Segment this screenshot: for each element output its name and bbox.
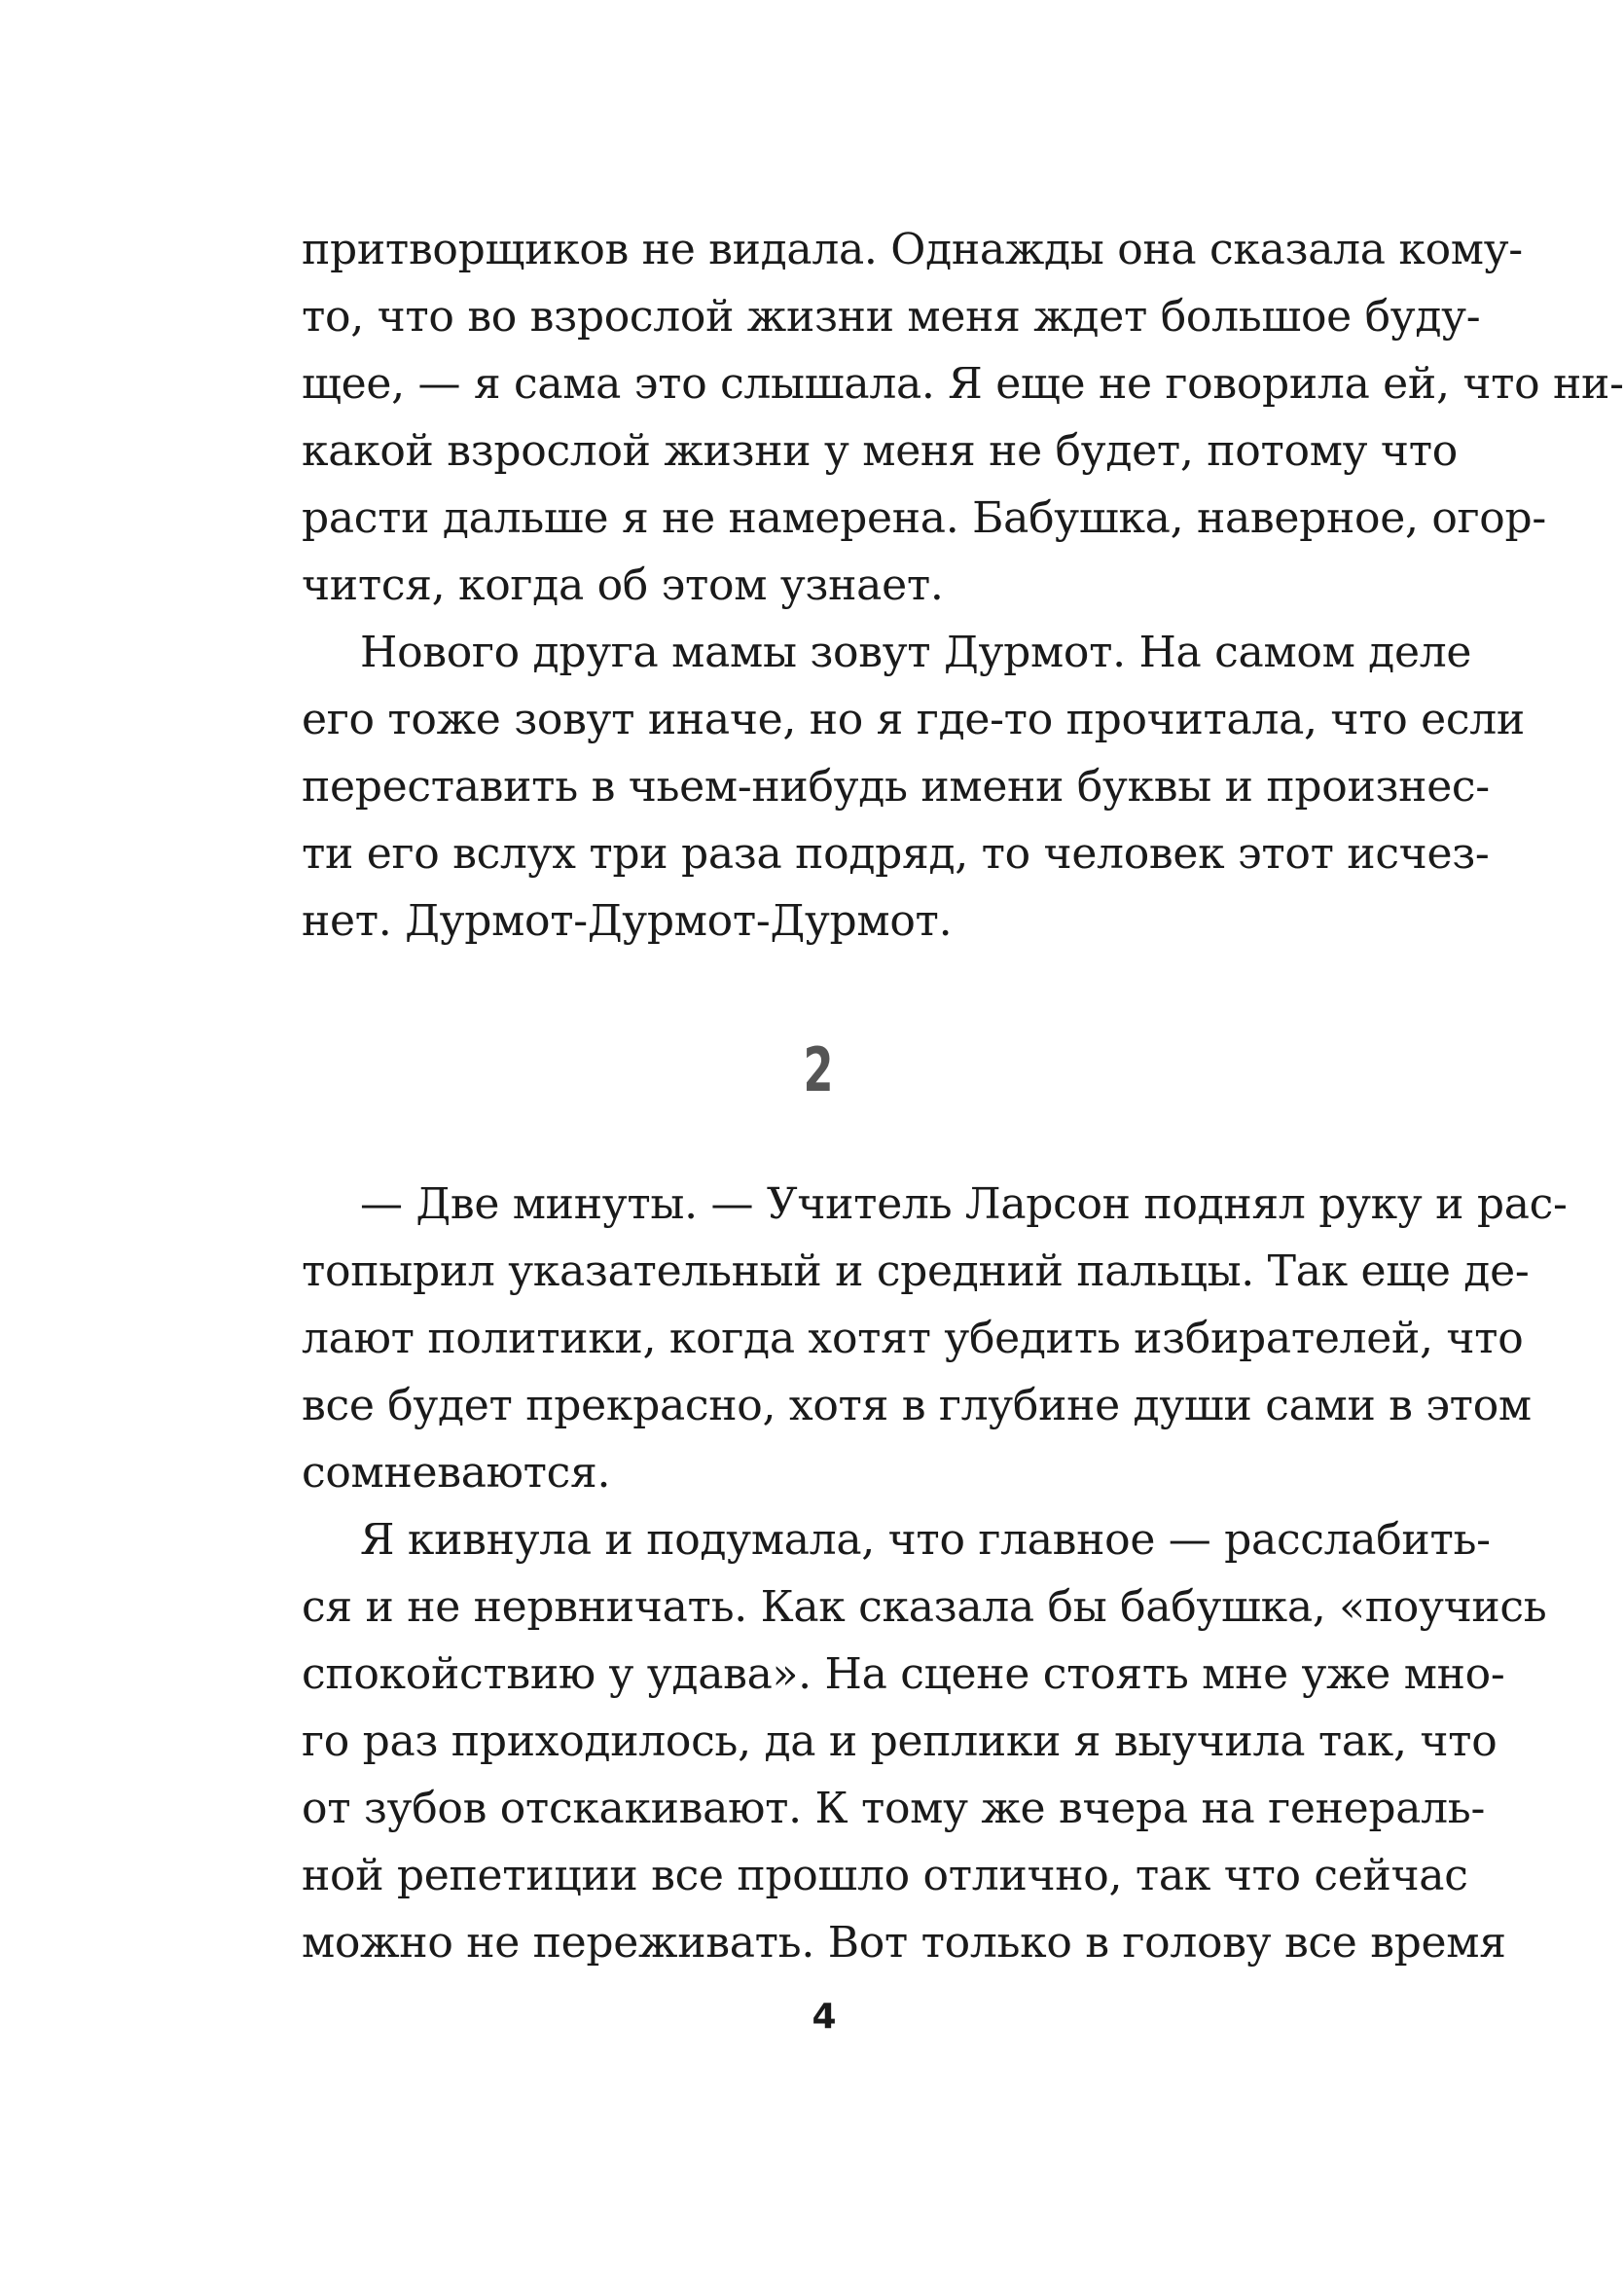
text-line: притворщиков не видала. Однажды она сказала кому-	[302, 225, 1523, 274]
paragraph-block-top	[302, 216, 1624, 955]
text-line: топырил указательный и средний пальцы. Так еще де-	[302, 1246, 1530, 1296]
text-line: какой взрослой жизни у меня не будет, потому что	[302, 426, 1458, 476]
text-line: от зубов отскакивают. К тому же вчера на генераль-	[302, 1784, 1486, 1833]
text-line: — Две минуты. — Учитель Ларсон поднял руку и рас-	[360, 1179, 1568, 1229]
text-line: спокойствию у удава». На сцене стоять мне уже мно-	[302, 1649, 1505, 1699]
text-line: сомневаются.	[302, 1448, 611, 1498]
text-line: го раз приходилось, да и реплики я выучила так, что	[302, 1716, 1498, 1766]
text-line: лают политики, когда хотят убедить избирателей, что	[302, 1314, 1524, 1363]
text-line: все будет прекрасно, хотя в глубине души сами в этом	[302, 1381, 1532, 1430]
text-line: его тоже зовут иначе, но я где-то прочитала, что если	[302, 695, 1525, 744]
text-line: ти его вслух три раза подряд, то человек этот исчез-	[302, 829, 1490, 879]
text-line: ной репетиции все прошло отлично, так что сейчас	[302, 1851, 1468, 1900]
text-line: щее, — я сама это слышала. Я еще не говорила ей, что ни-	[302, 359, 1624, 409]
text-line: можно не переживать. Вот только в голову все время	[302, 1918, 1506, 1968]
page-number: 4	[812, 1997, 837, 2037]
text-line: чится, когда об этом узнает.	[302, 560, 944, 610]
text-line: ся и не нервничать. Как сказала бы бабушка, «поучись	[302, 1582, 1547, 1632]
text-line: расти дальше я не намерена. Бабушка, наверное, огор-	[302, 493, 1546, 543]
text-line: Нового друга мамы зовут Дурмот. На самом деле	[360, 628, 1472, 677]
text-line: переставить в чьем-нибудь имени буквы и произнес-	[302, 762, 1490, 812]
paragraph-block-bottom	[302, 1171, 1568, 1976]
text-line: то, что во взрослой жизни меня ждет большое буду-	[302, 292, 1481, 342]
chapter-number: 2	[803, 1034, 834, 1105]
text-line: нет. Дурмот-Дурмот-Дурмот.	[302, 896, 953, 946]
text-line: Я кивнула и подумала, что главное — расслабить-	[360, 1515, 1491, 1565]
